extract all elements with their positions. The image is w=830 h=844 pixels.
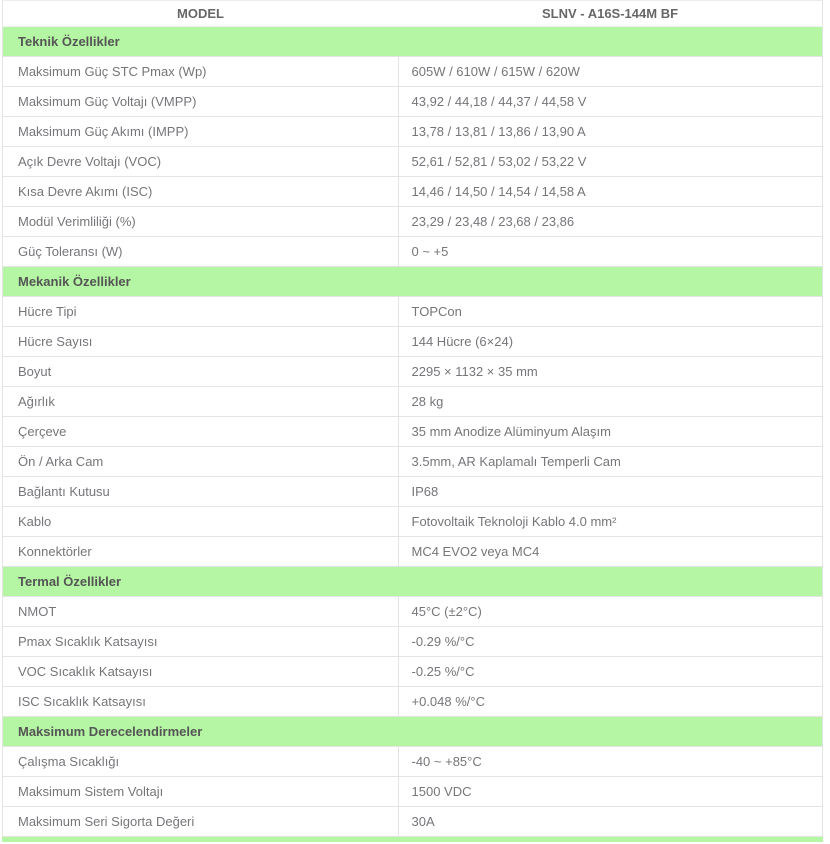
spec-table-body [3,27,823,837]
spec-row [3,207,823,237]
spec-row [3,597,823,627]
spec-value: 35 mm Anodize Alüminyum Alaşım [398,417,823,447]
spec-row [3,507,823,537]
spec-label: Konnektörler [3,537,399,567]
spec-value: 13,78 / 13,81 / 13,86 / 13,90 A [398,117,823,147]
spec-table-header [3,1,823,27]
spec-value: 43,92 / 44,18 / 44,37 / 44,58 V [398,87,823,117]
model-number-header: SLNV - A16S-144M BF [398,1,823,27]
spec-row [3,747,823,777]
spec-row [3,57,823,87]
spec-label: Maksimum Seri Sigorta Değeri [3,807,399,837]
spec-value: 45°C (±2°C) [398,597,823,627]
spec-table [2,0,823,837]
spec-value: 3.5mm, AR Kaplamalı Temperli Cam [398,447,823,477]
section-header-row [3,717,823,747]
spec-row [3,627,823,657]
spec-label: Modül Verimliliği (%) [3,207,399,237]
spec-value: -0.25 %/°C [398,657,823,687]
section-header-row [3,27,823,57]
spec-value: -40 ~ +85°C [398,747,823,777]
spec-row [3,297,823,327]
spec-value: 0 ~ +5 [398,237,823,267]
spec-label: Hücre Tipi [3,297,399,327]
spec-value: 28 kg [398,387,823,417]
spec-value: 52,61 / 52,81 / 53,02 / 53,22 V [398,147,823,177]
model-header-row [3,1,823,27]
model-column-header: MODEL [3,1,399,27]
spec-row [3,477,823,507]
spec-row [3,387,823,417]
spec-value: MC4 EVO2 veya MC4 [398,537,823,567]
spec-value: 144 Hücre (6×24) [398,327,823,357]
spec-row [3,237,823,267]
spec-label: Çerçeve [3,417,399,447]
spec-row [3,417,823,447]
spec-label: Maksimum Güç Akımı (IMPP) [3,117,399,147]
spec-row [3,657,823,687]
section-title: Teknik Özellikler [3,27,823,57]
spec-row [3,357,823,387]
section-title: Maksimum Derecelendirmeler [3,717,823,747]
spec-label: VOC Sıcaklık Katsayısı [3,657,399,687]
spec-value: TOPCon [398,297,823,327]
spec-row [3,807,823,837]
spec-value: Fotovoltaik Teknoloji Kablo 4.0 mm² [398,507,823,537]
spec-label: Kısa Devre Akımı (ISC) [3,177,399,207]
spec-label: Kablo [3,507,399,537]
spec-label: Boyut [3,357,399,387]
spec-label: Ön / Arka Cam [3,447,399,477]
spec-label: Bağlantı Kutusu [3,477,399,507]
spec-row [3,117,823,147]
spec-label: Maksimum Sistem Voltajı [3,777,399,807]
spec-label: Pmax Sıcaklık Katsayısı [3,627,399,657]
spec-label: Maksimum Güç STC Pmax (Wp) [3,57,399,87]
section-header-row [3,267,823,297]
spec-row [3,177,823,207]
spec-value: 23,29 / 23,48 / 23,68 / 23,86 [398,207,823,237]
spec-row [3,777,823,807]
spec-row [3,687,823,717]
spec-label: Güç Toleransı (W) [3,237,399,267]
spec-row [3,147,823,177]
section-title: Termal Özellikler [3,567,823,597]
spec-row [3,447,823,477]
section-title: Mekanik Özellikler [3,267,823,297]
spec-label: Çalışma Sıcaklığı [3,747,399,777]
spec-value: 605W / 610W / 615W / 620W [398,57,823,87]
spec-label: NMOT [3,597,399,627]
spec-label: Açık Devre Voltajı (VOC) [3,147,399,177]
spec-label: Ağırlık [3,387,399,417]
spec-row [3,87,823,117]
spec-value: +0.048 %/°C [398,687,823,717]
spec-row [3,327,823,357]
spec-value: -0.29 %/°C [398,627,823,657]
spec-label: ISC Sıcaklık Katsayısı [3,687,399,717]
spec-value: 14,46 / 14,50 / 14,54 / 14,58 A [398,177,823,207]
spec-value: 30A [398,807,823,837]
spec-value: IP68 [398,477,823,507]
next-section-strip [2,837,823,842]
spec-label: Hücre Sayısı [3,327,399,357]
spec-value: 2295 × 1132 × 35 mm [398,357,823,387]
spec-label: Maksimum Güç Voltajı (VMPP) [3,87,399,117]
section-header-row [3,567,823,597]
spec-row [3,537,823,567]
spec-value: 1500 VDC [398,777,823,807]
